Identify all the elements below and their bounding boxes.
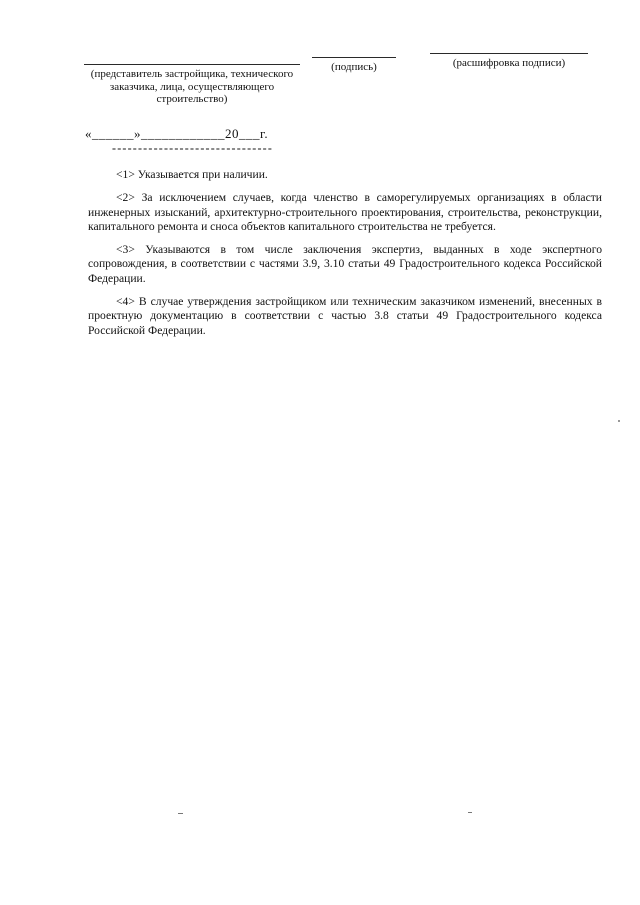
signature-caption-signature: (подпись) (331, 61, 377, 73)
signature-column-signature (312, 57, 396, 74)
signature-column-representative (84, 64, 300, 106)
signature-column-name (430, 53, 588, 70)
signature-line-name (430, 53, 588, 54)
signature-line-representative (84, 64, 300, 65)
scan-artifact-dot (618, 420, 620, 422)
footnote-3-marker: <3> (116, 243, 135, 257)
footnote-separator: ------------------------------- (112, 141, 274, 155)
scan-artifact-dash (178, 813, 183, 814)
signature-caption-representative: (представитель застройщика, технического заказчика, лица, осуществляющего строительство) (90, 68, 294, 105)
footnote-2-marker: <2> (116, 191, 135, 205)
footnote-3-text: Указываются в том числе заключения экспертиз, выданных в ходе экспертного сопровождения, в соответствии с частями 3.9, 3.10 статьи 49 Градостроительного кодекса Российской Федерации. (88, 243, 602, 285)
footnote-4-marker: <4> (116, 295, 135, 309)
footnote-1 (88, 168, 602, 182)
signature-caption-name: (расшифровка подписи) (452, 57, 566, 69)
footnote-1-marker: <1> (116, 168, 135, 181)
footnote-4 (88, 295, 602, 338)
footnote-1-text: Указывается при наличии. (137, 168, 268, 181)
footnote-2 (88, 191, 602, 234)
footnotes-section (88, 168, 602, 347)
footnote-3 (88, 243, 602, 286)
signature-line-signature (312, 57, 396, 58)
footnote-2-text: За исключением случаев, когда членство в саморегулируемых организациях в области инженерных изысканий, архитектурно-строительного проектирования, строительства, реконструкции, капитального ремонта и сноса объектов капитального строительства не требуется. (88, 191, 602, 233)
footnote-4-text: В случае утверждения застройщиком или техническим заказчиком изменений, внесенных в проектную документацию в соответствии с частью 3.8 статьи 49 Градостроительного кодекса Российской Федерации. (88, 295, 603, 337)
date-line: «______»____________20___г. (85, 126, 269, 141)
scan-artifact-dash (468, 812, 472, 813)
